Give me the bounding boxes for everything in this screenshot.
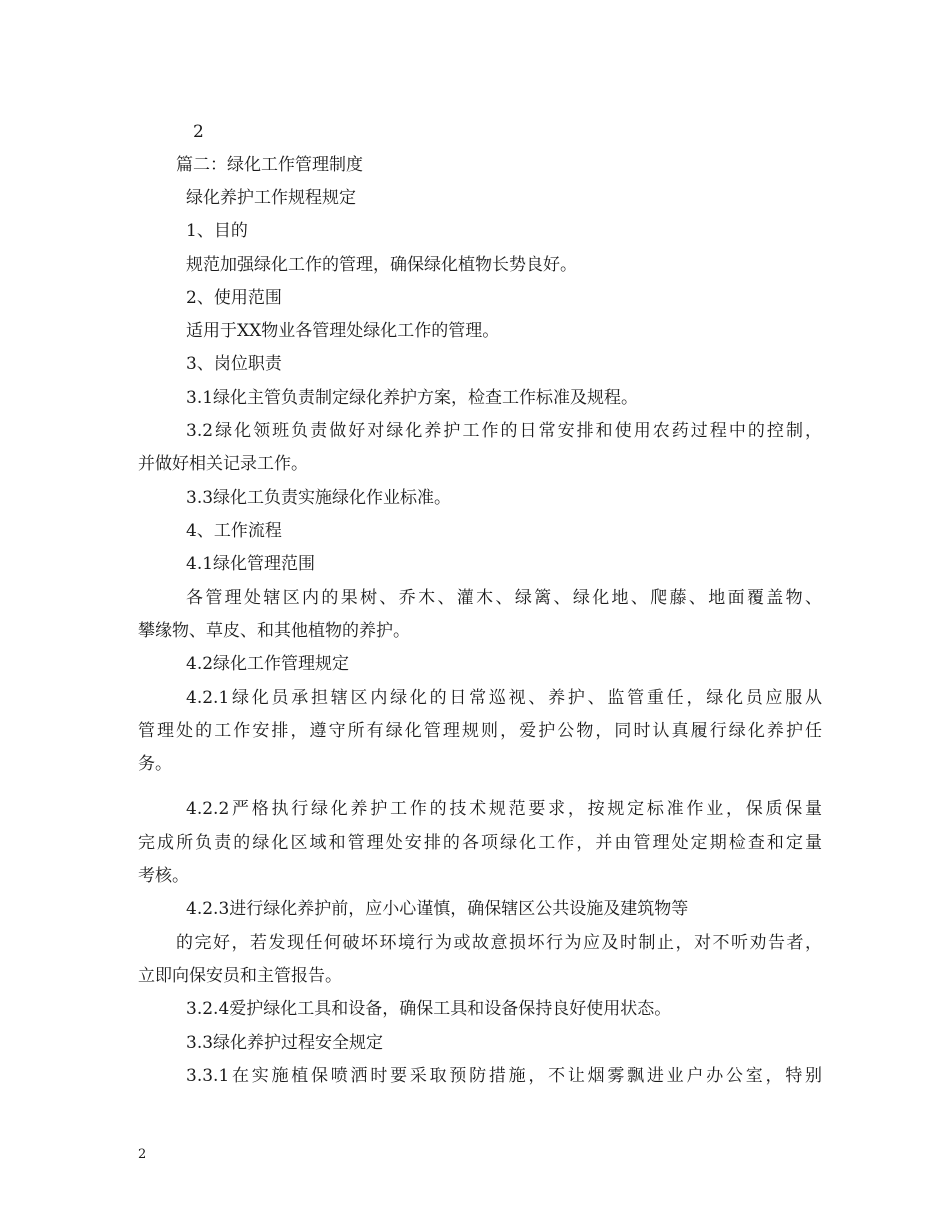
paragraph-3-3: 3.3绿化工负责实施绿化作业标准。: [186, 488, 452, 508]
paragraph-3-2-4: 3.2.4爱护绿化工具和设备，确保工具和设备保持良好使用状态。: [186, 999, 672, 1019]
paragraph-scope: 适用于XX物业各管理处绿化工作的管理。: [186, 321, 500, 341]
paragraph-3-1: 3.1绿化主管负责制定绿化养护方案，检查工作标准及规程。: [186, 388, 639, 408]
section-title: 篇二：绿化工作管理制度: [176, 155, 363, 175]
page-number-top: 2: [193, 122, 204, 142]
heading-purpose: 1、目的: [186, 221, 248, 241]
heading-4-2: 4.2绿化工作管理规定: [186, 654, 350, 674]
paragraph-3-3-1: 3.3.1在实施植保喷洒时要采取预防措施，不让烟雾飘进业户办公室，特别: [186, 1066, 822, 1086]
heading-duties: 3、岗位职责: [186, 354, 282, 374]
paragraph-4-1-line2: 攀缘物、草皮、和其他植物的养护。: [138, 621, 410, 641]
paragraph-4-2-3-line1: 4.2.3进行绿化养护前，应小心谨慎，确保辖区公共设施及建筑物等: [186, 899, 689, 919]
paragraph-4-2-2-line2: 完成所负责的绿化区域和管理处安排的各项绿化工作，并由管理处定期检查和定量: [138, 833, 822, 853]
heading-4-1: 4.1绿化管理范围: [186, 554, 316, 574]
page-number-footer: 2: [138, 1147, 147, 1162]
paragraph-4-2-3-line2: 的完好，若发现任何破坏环境行为或故意损坏行为应及时制止，对不听劝告者，: [176, 933, 822, 953]
paragraph-4-2-1-line1: 4.2.1绿化员承担辖区内绿化的日常巡视、养护、监管重任，绿化员应服从: [186, 688, 822, 708]
paragraph-4-2-2-line1: 4.2.2严格执行绿化养护工作的技术规范要求，按规定标准作业，保质保量: [186, 799, 822, 819]
paragraph-4-1-line1: 各管理处辖区内的果树、乔木、灌木、绿篱、绿化地、爬藤、地面覆盖物、: [186, 588, 822, 608]
paragraph-3-2-line2: 并做好相关记录工作。: [138, 454, 308, 474]
paragraph-4-2-3-line3: 立即向保安员和主管报告。: [138, 966, 342, 986]
heading-scope: 2、使用范围: [186, 288, 282, 308]
subtitle: 绿化养护工作规程规定: [186, 188, 356, 208]
paragraph-purpose: 规范加强绿化工作的管理，确保绿化植物长势良好。: [186, 255, 577, 275]
paragraph-3-2-line1: 3.2绿化领班负责做好对绿化养护工作的日常安排和使用农药过程中的控制，: [186, 421, 822, 441]
paragraph-4-2-2-line3: 考核。: [138, 866, 189, 886]
heading-workflow: 4、工作流程: [186, 521, 282, 541]
paragraph-4-2-1-line2: 管理处的工作安排，遵守所有绿化管理规则，爱护公物，同时认真履行绿化养护任: [138, 721, 822, 741]
heading-3-3: 3.3绿化养护过程安全规定: [186, 1033, 384, 1053]
paragraph-4-2-1-line3: 务。: [138, 754, 172, 774]
